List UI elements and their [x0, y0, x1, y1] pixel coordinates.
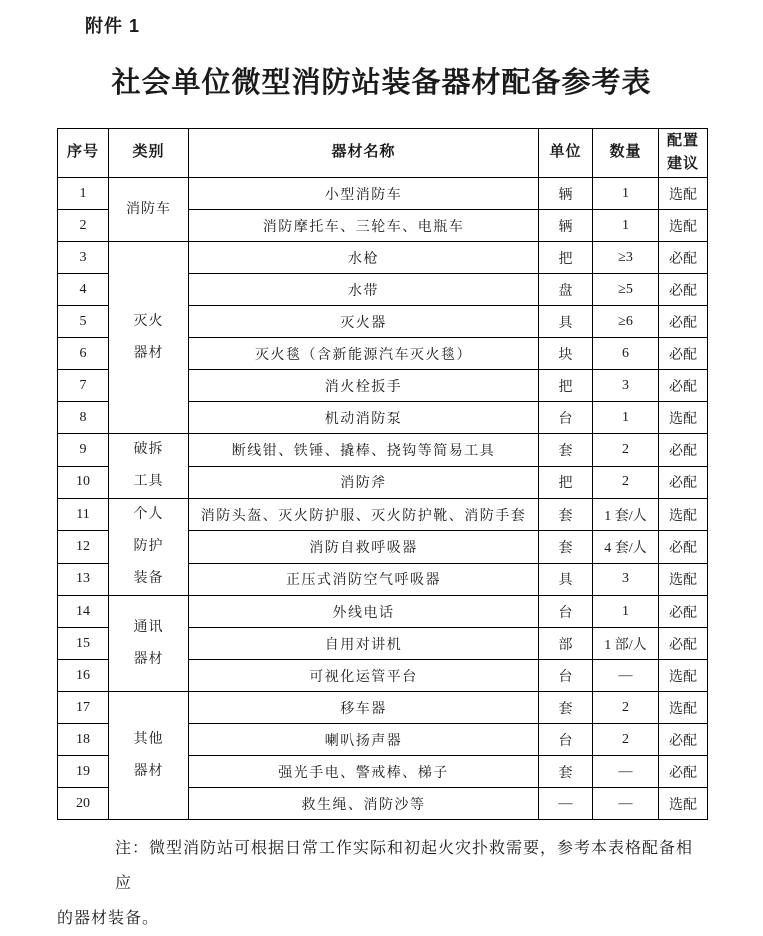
page-title: 社会单位微型消防站装备器材配备参考表 [111, 67, 652, 99]
cell-serial-number: 8 [58, 402, 109, 434]
cell-equipment-name: 消防自救呼吸器 [189, 531, 539, 563]
cell-equipment-name: 正压式消防空气呼吸器 [189, 563, 539, 595]
cell-config-advice: 选配 [659, 210, 708, 242]
cell-serial-number: 15 [58, 628, 109, 660]
cell-quantity: — [593, 756, 659, 788]
cell-quantity: 4 套/人 [593, 531, 659, 563]
cell-equipment-name: 消防斧 [189, 466, 539, 499]
attachment-label: 附件 1 [85, 16, 141, 36]
cell-serial-number: 17 [58, 692, 109, 724]
table-row [58, 692, 708, 724]
table-body [58, 178, 708, 820]
cell-equipment-name: 强光手电、警戒棒、梯子 [189, 756, 539, 788]
cell-category: 消防车 [109, 178, 189, 242]
cell-unit: 台 [539, 402, 593, 434]
cell-config-advice: 选配 [659, 563, 708, 595]
cell-unit: 具 [539, 306, 593, 338]
cell-unit: 把 [539, 466, 593, 499]
equipment-table [57, 128, 708, 820]
cell-quantity: 3 [593, 563, 659, 595]
cell-category: 灭火 器材 [109, 242, 189, 434]
cell-serial-number: 20 [58, 788, 109, 820]
cell-serial-number: 10 [58, 466, 109, 499]
cell-unit: 台 [539, 660, 593, 692]
table-row [58, 434, 708, 467]
cell-config-advice: 必配 [659, 531, 708, 563]
cell-quantity: 2 [593, 724, 659, 756]
table-row [58, 242, 708, 274]
column-header-no: 序号 [58, 129, 109, 178]
cell-quantity: 1 [593, 210, 659, 242]
cell-unit: — [539, 788, 593, 820]
cell-serial-number: 4 [58, 274, 109, 306]
cell-serial-number: 7 [58, 370, 109, 402]
cell-category: 其他 器材 [109, 692, 189, 820]
cell-unit: 部 [539, 628, 593, 660]
cell-serial-number: 13 [58, 563, 109, 595]
cell-config-advice: 选配 [659, 660, 708, 692]
cell-quantity: 1 部/人 [593, 628, 659, 660]
cell-quantity: 3 [593, 370, 659, 402]
cell-equipment-name: 灭火器 [189, 306, 539, 338]
cell-serial-number: 11 [58, 499, 109, 531]
cell-config-advice: 选配 [659, 178, 708, 210]
cell-equipment-name: 水枪 [189, 242, 539, 274]
cell-serial-number: 19 [58, 756, 109, 788]
cell-config-advice: 必配 [659, 274, 708, 306]
table-header-row [58, 129, 708, 178]
cell-serial-number: 12 [58, 531, 109, 563]
cell-serial-number: 3 [58, 242, 109, 274]
cell-unit: 套 [539, 756, 593, 788]
cell-config-advice: 必配 [659, 756, 708, 788]
cell-config-advice: 必配 [659, 370, 708, 402]
cell-quantity: — [593, 660, 659, 692]
cell-serial-number: 18 [58, 724, 109, 756]
cell-equipment-name: 救生绳、消防沙等 [189, 788, 539, 820]
cell-serial-number: 2 [58, 210, 109, 242]
cell-equipment-name: 小型消防车 [189, 178, 539, 210]
table-header [58, 129, 708, 178]
column-header-qty: 数量 [593, 129, 659, 178]
cell-quantity: 1 [593, 178, 659, 210]
table-row [58, 178, 708, 210]
cell-equipment-name: 机动消防泵 [189, 402, 539, 434]
cell-equipment-name: 自用对讲机 [189, 628, 539, 660]
cell-serial-number: 14 [58, 596, 109, 628]
column-header-name: 器材名称 [189, 129, 539, 178]
cell-quantity: 1 套/人 [593, 499, 659, 531]
cell-quantity: 2 [593, 692, 659, 724]
cell-serial-number: 9 [58, 434, 109, 467]
cell-quantity: 6 [593, 338, 659, 370]
cell-quantity: — [593, 788, 659, 820]
cell-equipment-name: 移车器 [189, 692, 539, 724]
cell-unit: 把 [539, 242, 593, 274]
cell-equipment-name: 消防摩托车、三轮车、电瓶车 [189, 210, 539, 242]
cell-config-advice: 必配 [659, 596, 708, 628]
table-row [58, 499, 708, 531]
cell-unit: 块 [539, 338, 593, 370]
cell-quantity: ≥6 [593, 306, 659, 338]
cell-unit: 套 [539, 499, 593, 531]
cell-serial-number: 6 [58, 338, 109, 370]
cell-config-advice: 选配 [659, 402, 708, 434]
cell-quantity: ≥5 [593, 274, 659, 306]
cell-equipment-name: 外线电话 [189, 596, 539, 628]
cell-equipment-name: 灭火毯（含新能源汽车灭火毯） [189, 338, 539, 370]
cell-serial-number: 16 [58, 660, 109, 692]
footnote-line-2: 的器材装备。 [57, 910, 160, 927]
cell-quantity: ≥3 [593, 242, 659, 274]
column-header-unit: 单位 [539, 129, 593, 178]
table-row [58, 596, 708, 628]
cell-unit: 辆 [539, 210, 593, 242]
column-header-advice: 配置 建议 [659, 129, 708, 178]
cell-serial-number: 1 [58, 178, 109, 210]
cell-equipment-name: 可视化运管平台 [189, 660, 539, 692]
cell-equipment-name: 断线钳、铁锤、撬棒、挠钩等简易工具 [189, 434, 539, 467]
cell-equipment-name: 水带 [189, 274, 539, 306]
cell-config-advice: 选配 [659, 499, 708, 531]
cell-category: 破拆 工具 [109, 434, 189, 499]
cell-unit: 具 [539, 563, 593, 595]
cell-config-advice: 选配 [659, 692, 708, 724]
cell-unit: 把 [539, 370, 593, 402]
cell-unit: 盘 [539, 274, 593, 306]
cell-quantity: 1 [593, 402, 659, 434]
cell-config-advice: 必配 [659, 338, 708, 370]
cell-config-advice: 必配 [659, 628, 708, 660]
cell-unit: 套 [539, 531, 593, 563]
cell-unit: 台 [539, 724, 593, 756]
cell-config-advice: 必配 [659, 434, 708, 467]
cell-equipment-name: 消火栓扳手 [189, 370, 539, 402]
cell-unit: 套 [539, 692, 593, 724]
cell-category: 通讯 器材 [109, 596, 189, 692]
footnote [57, 831, 709, 936]
cell-config-advice: 必配 [659, 724, 708, 756]
cell-config-advice: 选配 [659, 788, 708, 820]
cell-unit: 台 [539, 596, 593, 628]
cell-quantity: 2 [593, 466, 659, 499]
cell-quantity: 1 [593, 596, 659, 628]
footnote-line-1: 注：微型消防站可根据日常工作实际和初起火灾扑救需要，参考本表格配备相应 [115, 840, 694, 892]
cell-unit: 辆 [539, 178, 593, 210]
cell-serial-number: 5 [58, 306, 109, 338]
cell-equipment-name: 喇叭扬声器 [189, 724, 539, 756]
column-header-category: 类别 [109, 129, 189, 178]
cell-quantity: 2 [593, 434, 659, 467]
cell-category: 个人 防护 装备 [109, 499, 189, 596]
cell-equipment-name: 消防头盔、灭火防护服、灭火防护靴、消防手套 [189, 499, 539, 531]
cell-config-advice: 必配 [659, 466, 708, 499]
cell-unit: 套 [539, 434, 593, 467]
cell-config-advice: 必配 [659, 306, 708, 338]
cell-config-advice: 必配 [659, 242, 708, 274]
